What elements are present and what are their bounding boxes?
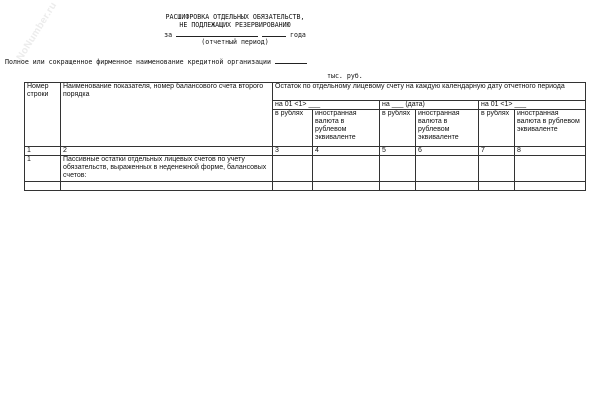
empty-cell xyxy=(380,182,416,191)
empty-cell xyxy=(416,156,479,182)
column-number-row xyxy=(25,147,586,156)
header-indicator-name: Наименование показателя, номер балансового счета второго порядка xyxy=(61,83,273,147)
empty-cell xyxy=(313,182,380,191)
header-date-1: на 01 <1> ___ xyxy=(273,101,380,110)
org-name-line xyxy=(5,57,307,66)
col-number: 6 xyxy=(416,147,479,156)
subheader-fx-1: иностранная валюта в рублевом эквиваленте xyxy=(313,110,380,147)
col-number: 3 xyxy=(273,147,313,156)
empty-cell xyxy=(273,182,313,191)
empty-cell xyxy=(416,182,479,191)
year-blank xyxy=(262,30,286,37)
header-balance: Остаток по отдельному лицевому счету на каждую календарную дату отчетного периода xyxy=(273,83,586,101)
empty-cell xyxy=(479,182,515,191)
period-caption: (отчетный период) xyxy=(201,38,269,46)
col-number: 8 xyxy=(515,147,586,156)
col-number: 1 xyxy=(25,147,61,156)
subheader-fx-2: иностранная валюта в рублевом эквиваленте xyxy=(416,110,479,147)
empty-cell xyxy=(380,156,416,182)
table-row xyxy=(25,182,586,191)
header-row-number: Номер строки xyxy=(25,83,61,147)
col-number: 2 xyxy=(61,147,273,156)
subheader-rub-1: в рублях xyxy=(273,110,313,147)
subheader-fx-3: иностранная валюта в рублевом эквиваленте xyxy=(515,110,586,147)
table-row xyxy=(25,156,586,182)
period-suffix: года xyxy=(290,31,306,39)
header-date-2: на ___ (дата) xyxy=(380,101,479,110)
org-name-blank xyxy=(275,57,307,64)
empty-cell xyxy=(515,156,586,182)
row-number: 1 xyxy=(25,156,61,182)
empty-cell xyxy=(25,182,61,191)
subheader-rub-3: в рублях xyxy=(479,110,515,147)
empty-cell xyxy=(61,182,273,191)
header-date-3: на 01 <1> ___ xyxy=(479,101,586,110)
empty-cell xyxy=(515,182,586,191)
row-name: Пассивные остатки отдельных лицевых счетов по учету обязательств, выраженных в неденежной форме, балансовых счетов: xyxy=(61,156,273,182)
empty-cell xyxy=(313,156,380,182)
empty-cell xyxy=(273,156,313,182)
period-prefix: за xyxy=(164,31,173,39)
col-number: 5 xyxy=(380,147,416,156)
empty-cell xyxy=(479,156,515,182)
col-number: 7 xyxy=(479,147,515,156)
watermark: NoNumber.ru xyxy=(14,0,60,63)
period-blank xyxy=(176,30,258,37)
unit-label: тыс. руб. xyxy=(327,72,363,80)
org-name-label: Полное или сокращенное фирменное наименование кредитной организации xyxy=(5,58,271,66)
subheader-rub-2: в рублях xyxy=(380,110,416,147)
document-title-line-2: НЕ ПОДЛЕЖАЩИХ РЕЗЕРВИРОВАНИЮ xyxy=(179,21,291,29)
obligations-table xyxy=(24,82,586,191)
document-title-line-1: РАСШИФРОВКА ОТДЕЛЬНЫХ ОБЯЗАТЕЛЬСТВ, xyxy=(165,13,305,21)
col-number: 4 xyxy=(313,147,380,156)
